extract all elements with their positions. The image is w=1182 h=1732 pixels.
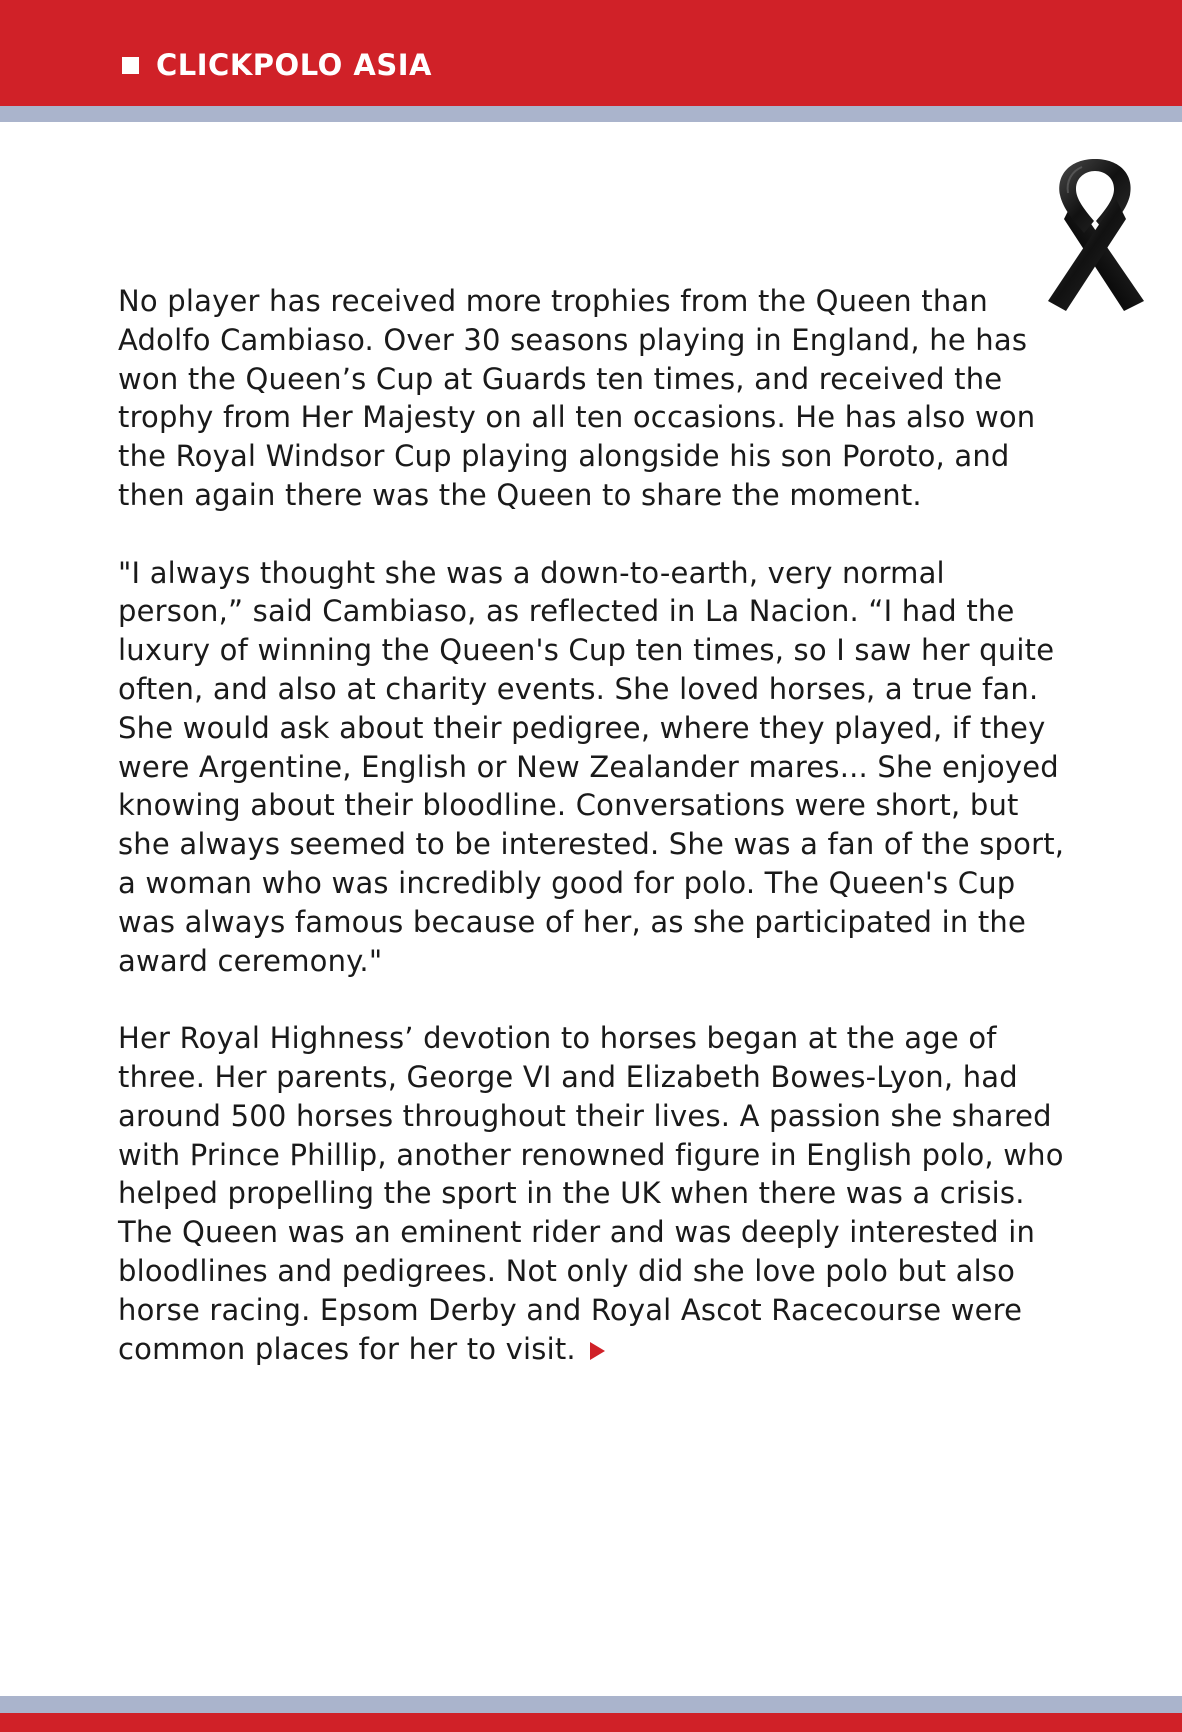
brand-name: CLICKPOLO ASIA: [156, 48, 432, 82]
paragraph-3: Her Royal Highness’ devotion to horses began at the age of three. Her parents, George VI and Elizabeth Bowes-Lyon, had around 500 horses throughout their lives. A passion she shared with Prince Phillip, another renowned figure in English polo, who helped propelling the sport in the UK when there was a crisis. The Queen was an eminent rider and was deeply interested in bloodlines and pedigrees. Not only did she love polo but also horse racing. Epsom Derby and Royal Ascot Racecourse were common places for her to visit.: [118, 1021, 1064, 1366]
footer-bar: [0, 1713, 1182, 1732]
paragraph-1: No player has received more trophies from the Queen than Adolfo Cambiaso. Over 30 seasons playing in England, he has won the Queen’s Cup at Guards ten times, and received the trophy from Her Majesty on all ten occasions. He has also won the Royal Windsor Cup playing alongside his son Poroto, and then again there was the Queen to share the moment.: [118, 284, 1036, 512]
paragraph-3-wrapper: [118, 1019, 1078, 1368]
article-body: [118, 282, 1078, 1368]
brand: [122, 48, 432, 82]
header-bar: [0, 0, 1182, 106]
footer-stripe: [0, 1696, 1182, 1713]
header-stripe: [0, 106, 1182, 122]
paragraph-2: "I always thought she was a down-to-earth, very normal person,” said Cambiaso, as reflected in La Nacion. “I had the luxury of winning the Queen's Cup ten times, so I saw her quite often, and also at charity events. She loved horses, a true fan. She would ask about their pedigree, where they played, if they were Argentine, English or New Zealander mares... She enjoyed knowing about their bloodline. Conversations were short, but she always seemed to be interested. She was a fan of the sport, a woman who was incredibly good for polo. The Queen's Cup was always famous because of her, as she participated in the award ceremony.": [118, 555, 1065, 978]
square-bullet-icon: [122, 57, 139, 74]
red-triangle-end-icon: [590, 1342, 605, 1360]
